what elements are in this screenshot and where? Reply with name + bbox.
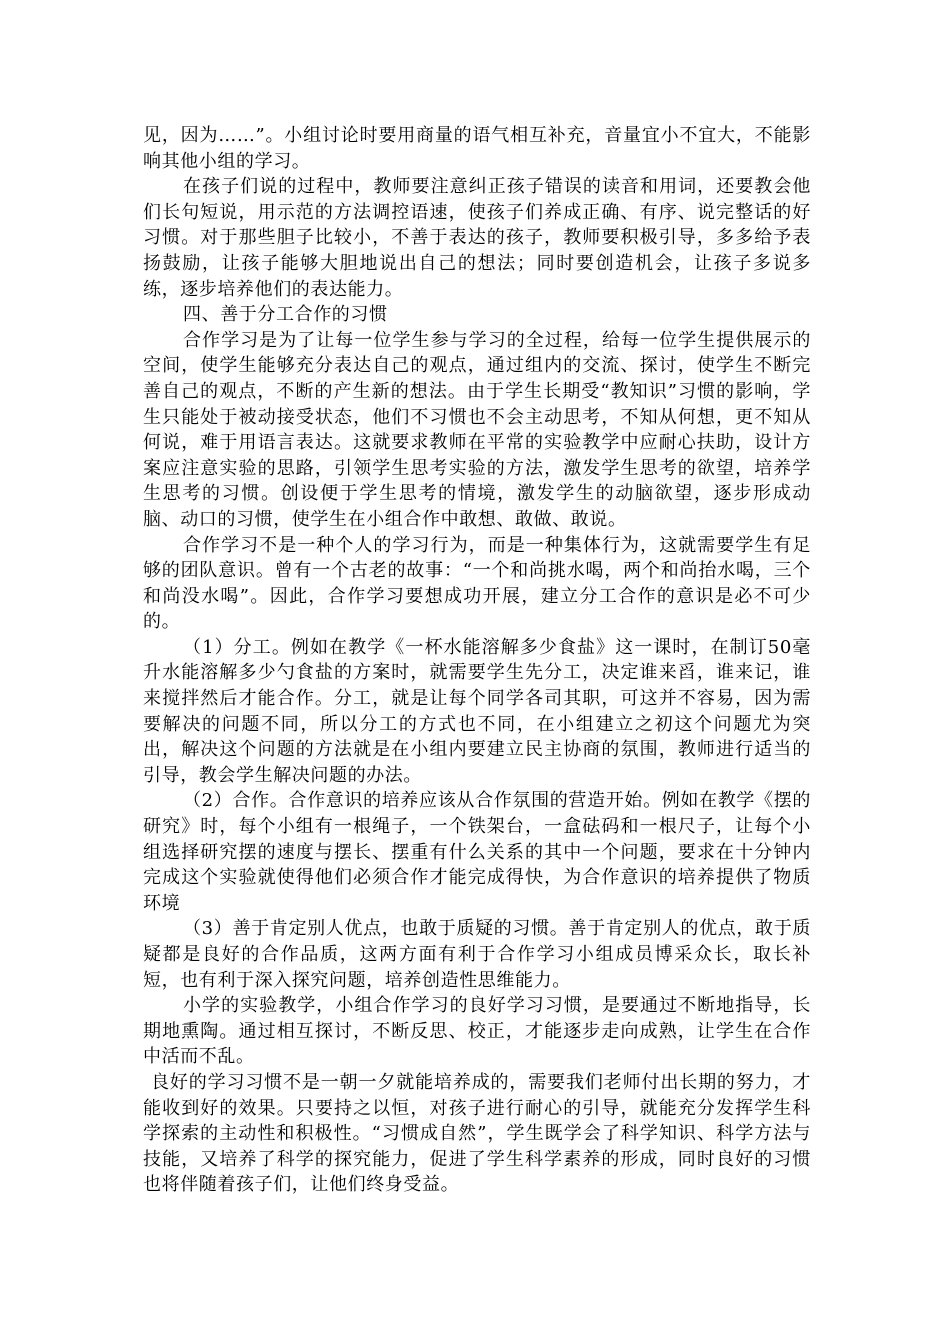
paragraph-conclusion: 良好的学习习惯不是一朝一夕就能培养成的，需要我们老师付出长期的努力，才能收到好的效果。只要持之以恒，对孩子进行耐心的引导，就能充分发挥学生科学探索的主动性和积极性。“习惯成自然”，学生既学会了科学知识、科学方法与技能，又培养了科学的探究能力，促进了学生科学素养的形成，同时良好的习惯也将伴随着孩子们，让他们终身受益。 xyxy=(143,1071,811,1196)
paragraph-division-of-labor: （1）分工。例如在教学《一杯水能溶解多少食盐》这一课时，在制订50毫升水能溶解多少勺食盐的方案时，就需要学生先分工，决定谁来舀，谁来记，谁来搅拌然后才能合作。分工，就是让每个同学各司其职，可这并不容易，因为需要解决的问题不同，所以分工的方式也不同，在小组建立之初这个问题尤为突出，解决这个问题的方法就是在小组内要建立民主协商的氛围，教师进行适当的引导，教会学生解决问题的办法。 xyxy=(143,636,811,786)
paragraph-cooperation: （2）合作。合作意识的培养应该从合作氛围的营造开始。例如在教学《摆的研究》时，每个小组有一根绳子，一个铁架台，一盒砝码和一根尺子，让每个小组选择研究摆的速度与摆长、摆重有什么关系的其中一个问题，要求在十分钟内完成这个实验就使得他们必须合作才能完成得快，为合作意识的培养提供了物质环境 xyxy=(143,790,811,914)
paragraph-expression-guidance: 在孩子们说的过程中，教师要注意纠正孩子错误的读音和用词，还要教会他们长句短说，用示范的方法调控语速，使孩子们养成正确、有序、说完整话的好习惯。对于那些胆子比较小，不善于表达的孩子，教师要积极引导，多多给予表扬鼓励，让孩子能够大胆地说出自己的想法；同时要创造机会，让孩子多说多练，逐步培养他们的表达能力。 xyxy=(143,176,811,300)
paragraph-cooperative-learning: 合作学习是为了让每一位学生参与学习的全过程，给每一位学生提供展示的空间，使学生能够充分表达自己的观点，通过组内的交流、探讨，使学生不断完善自己的观点，不断的产生新的想法。由于学生长期受“教知识”习惯的影响，学生只能处于被动接受状态，他们不习惯也不会主动思考，不知从何想，更不知从何说，难于用语言表达。这就要求教师在平常的实验教学中应耐心扶助，设计方案应注意实验的思路，引领学生思考实验的方法，激发学生思考的欲望，培养学生思考的习惯。创设便于学生思考的情境，激发学生的动脑欲望，逐步形成动脑、动口的习惯，使学生在小组合作中敢想、敢做、敢说。 xyxy=(143,329,811,530)
paragraph-continuation: 见，因为……”。小组讨论时要用商量的语气相互补充，音量宜小不宜大，不能影响其他小组的学习。 xyxy=(143,125,811,172)
paragraph-group-habits: 小学的实验教学，小组合作学习的良好学习习惯，是要通过不断地指导，长期地熏陶。通过相互探讨，不断反思、校正，才能逐步走向成熟，让学生在合作中活而不乱。 xyxy=(143,995,811,1068)
paragraph-team-awareness: 合作学习不是一种个人的学习行为，而是一种集体行为，这就需要学生有足够的团队意识。曾有一个古老的故事：“一个和尚挑水喝，两个和尚抬水喝，三个和尚没水喝”。因此，合作学习要想成功开展，建立分工合作的意识是必不可少的。 xyxy=(143,534,811,633)
document-body xyxy=(143,123,811,1198)
paragraph-affirm-and-question: （3）善于肯定别人优点，也敢于质疑的习惯。善于肯定别人的优点，敢于质疑都是良好的合作品质，这两方面有利于合作学习小组成员博采众长，取长补短，也有利于深入探究问题，培养创造性思维能力。 xyxy=(143,918,811,991)
section-heading-cooperation: 四、善于分工合作的习惯 xyxy=(183,304,388,326)
